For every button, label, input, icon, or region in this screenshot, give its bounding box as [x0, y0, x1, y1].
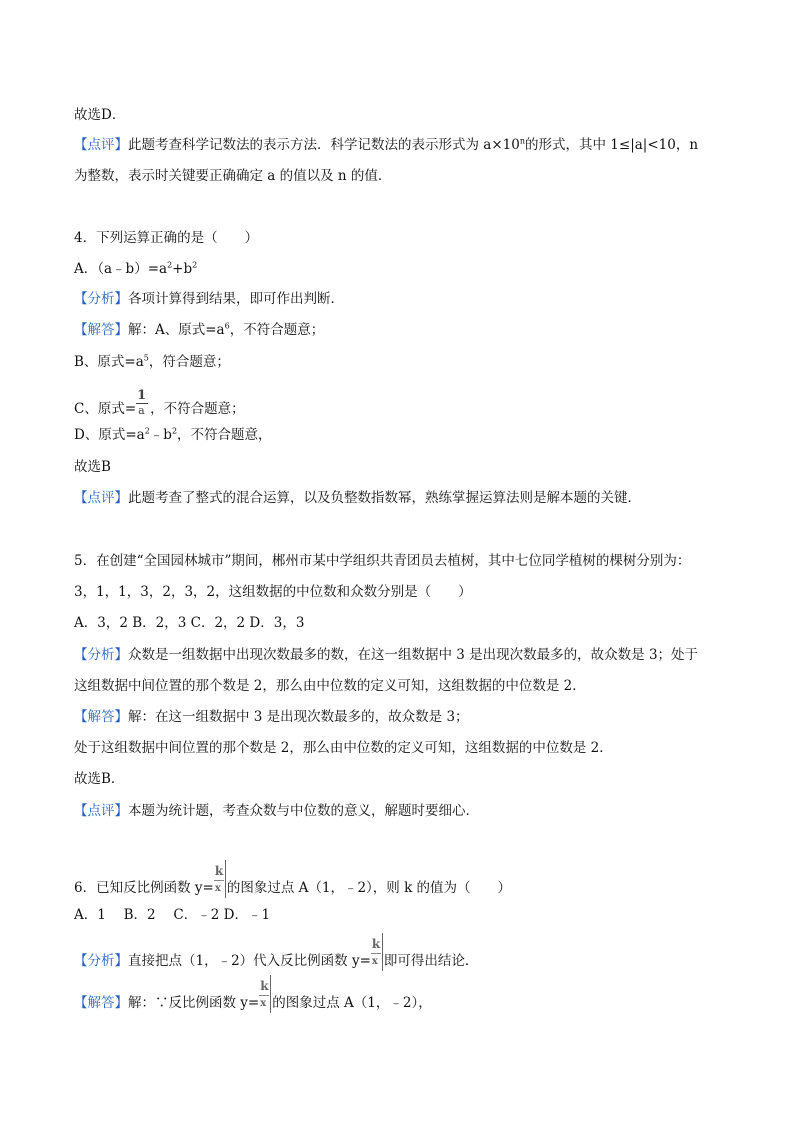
- text-span: 解：在这一组数据中 3 是出现次数最多的，故众数是 3；: [128, 709, 469, 725]
- text-span: 5．在创建“全国园林城市”期间，郴州市某中学组织共青团员去植树，其中七位同学植树的棵树分别为：: [74, 553, 691, 569]
- fraction: [371, 936, 384, 971]
- text-span: A．（a﹣b）=a: [74, 261, 168, 277]
- solution-tag: 【解答】: [74, 995, 128, 1011]
- fraction-side-rule: [270, 975, 271, 1013]
- comment-line: [74, 802, 479, 820]
- analysis-line: [74, 646, 698, 664]
- text-line: [74, 167, 391, 185]
- fraction-denominator: x: [371, 955, 378, 967]
- superscript: 2: [171, 426, 178, 436]
- text-span: ﹣b: [149, 427, 172, 443]
- superscript: 2: [144, 426, 150, 436]
- text-line: [74, 106, 125, 124]
- option-line: [74, 614, 304, 632]
- fraction-numerator: k: [371, 936, 381, 951]
- question-4-title: [74, 229, 258, 247]
- option-line: [74, 906, 270, 924]
- fraction-side-rule: [382, 933, 383, 971]
- text-span: 直接把点（1，﹣2）代入反比例函数 y=: [128, 953, 371, 969]
- fraction-numerator: k: [214, 863, 224, 878]
- solution-tag: 【解答】: [74, 709, 128, 725]
- answer-choice-text: 故选D．: [74, 107, 126, 123]
- fraction: [136, 387, 150, 419]
- text-line: [74, 353, 230, 371]
- text-line: [74, 770, 124, 788]
- text-span: 此题考查科学记数法的表示方法．科学记数法的表示形式为 a×10: [128, 137, 520, 153]
- fraction: [214, 863, 227, 898]
- analysis-line: [74, 290, 344, 308]
- text-line: [74, 583, 472, 601]
- fraction-numerator: 1: [137, 387, 147, 403]
- text-span: ，不符合题意；: [229, 322, 325, 338]
- text-span: ，符合题意；: [148, 354, 230, 370]
- solution-line: [74, 978, 432, 1013]
- option-line: [74, 260, 197, 278]
- text-span: 的形式，其中 1≤|a|<10，n: [525, 137, 699, 153]
- fraction-side-rule: [225, 860, 226, 898]
- text-span: 这组数据中间位置的那个数是 2，那么由中位数的定义可知，这组数据的中位数是 2．: [74, 678, 586, 694]
- text-span: 的图象过点 A（1，﹣2），: [272, 995, 432, 1011]
- analysis-line: [74, 936, 479, 971]
- text-span: 3，1，1，3，2，3，2，这组数据的中位数和众数分别是（ ）: [74, 584, 472, 600]
- fraction-numerator: k: [260, 978, 269, 993]
- superscript: 5: [143, 353, 149, 363]
- text-span: A．1 B．2 C．﹣2 D．﹣1: [74, 907, 271, 923]
- text-span: 处于这组数据中间位置的那个数是 2，那么由中位数的定义可知，这组数据的中位数是 2．: [74, 740, 613, 756]
- text-span: 6．已知反比例函数 y=: [74, 880, 214, 896]
- superscript: 6: [224, 321, 230, 331]
- question-6-title: [74, 863, 512, 898]
- fraction-denominator: x: [260, 997, 267, 1009]
- text-span: 故选B．: [74, 771, 125, 787]
- text-span: A．3，2 B．2，3 C．2，2 D．3，3: [74, 615, 305, 631]
- fraction: [259, 978, 272, 1013]
- text-span: D、原式=a: [74, 427, 145, 443]
- comment-tag: 【点评】: [74, 490, 128, 506]
- fraction-denominator: x: [214, 882, 221, 894]
- text-span: 4．下列运算正确的是（ ）: [74, 230, 259, 246]
- comment-line: [74, 489, 641, 507]
- solution-line: [74, 708, 469, 726]
- analysis-tag: 【分析】: [74, 953, 128, 969]
- text-span: 的图象过点 A（1，﹣2），则 k 的值为（ ）: [226, 880, 512, 896]
- text-span: ，不符合题意；: [150, 401, 245, 417]
- text-span: 本题为统计题，考查众数与中位数的意义，解题时要细心．: [128, 803, 479, 819]
- superscript: 2: [192, 260, 198, 270]
- text-span: 解：∵反比例函数 y=: [128, 995, 260, 1011]
- text-line: [74, 458, 111, 476]
- text-line: [74, 426, 272, 444]
- text-span: 为整数，表示时关键要正确确定 a 的值以及 n 的值．: [74, 168, 392, 184]
- comment-tag: 【点评】: [74, 803, 128, 819]
- fraction-denominator: a: [138, 403, 145, 417]
- question-5-title: [74, 552, 690, 570]
- text-span: 各项计算得到结果，即可作出判断．: [128, 291, 344, 307]
- comment-line: [74, 136, 698, 154]
- text-line: [74, 739, 613, 757]
- text-span: C、原式=: [74, 401, 137, 417]
- solution-tag: 【解答】: [74, 322, 128, 338]
- text-span: ，不符合题意，: [177, 427, 272, 443]
- text-span: +b: [172, 261, 193, 277]
- text-span: 此题考查了整式的混合运算，以及负整数指数幂，熟练掌握运算法则是解本题的关键．: [128, 490, 641, 506]
- text-span: 故选B: [74, 459, 111, 475]
- text-span: 解：A、原式=a: [128, 322, 225, 338]
- text-line: [74, 677, 586, 695]
- text-span: B、原式=a: [74, 354, 144, 370]
- analysis-tag: 【分析】: [74, 647, 128, 663]
- text-span: 即可得出结论．: [383, 953, 479, 969]
- superscript: 2: [167, 260, 173, 270]
- comment-tag: 【点评】: [74, 137, 128, 153]
- solution-line: [74, 321, 324, 339]
- text-line: [74, 387, 245, 419]
- analysis-tag: 【分析】: [74, 291, 128, 307]
- superscript: n: [519, 136, 525, 146]
- text-span: 众数是一组数据中出现次数最多的数，在这一组数据中 3 是出现次数最多的，故众数是 3；处于: [128, 647, 699, 663]
